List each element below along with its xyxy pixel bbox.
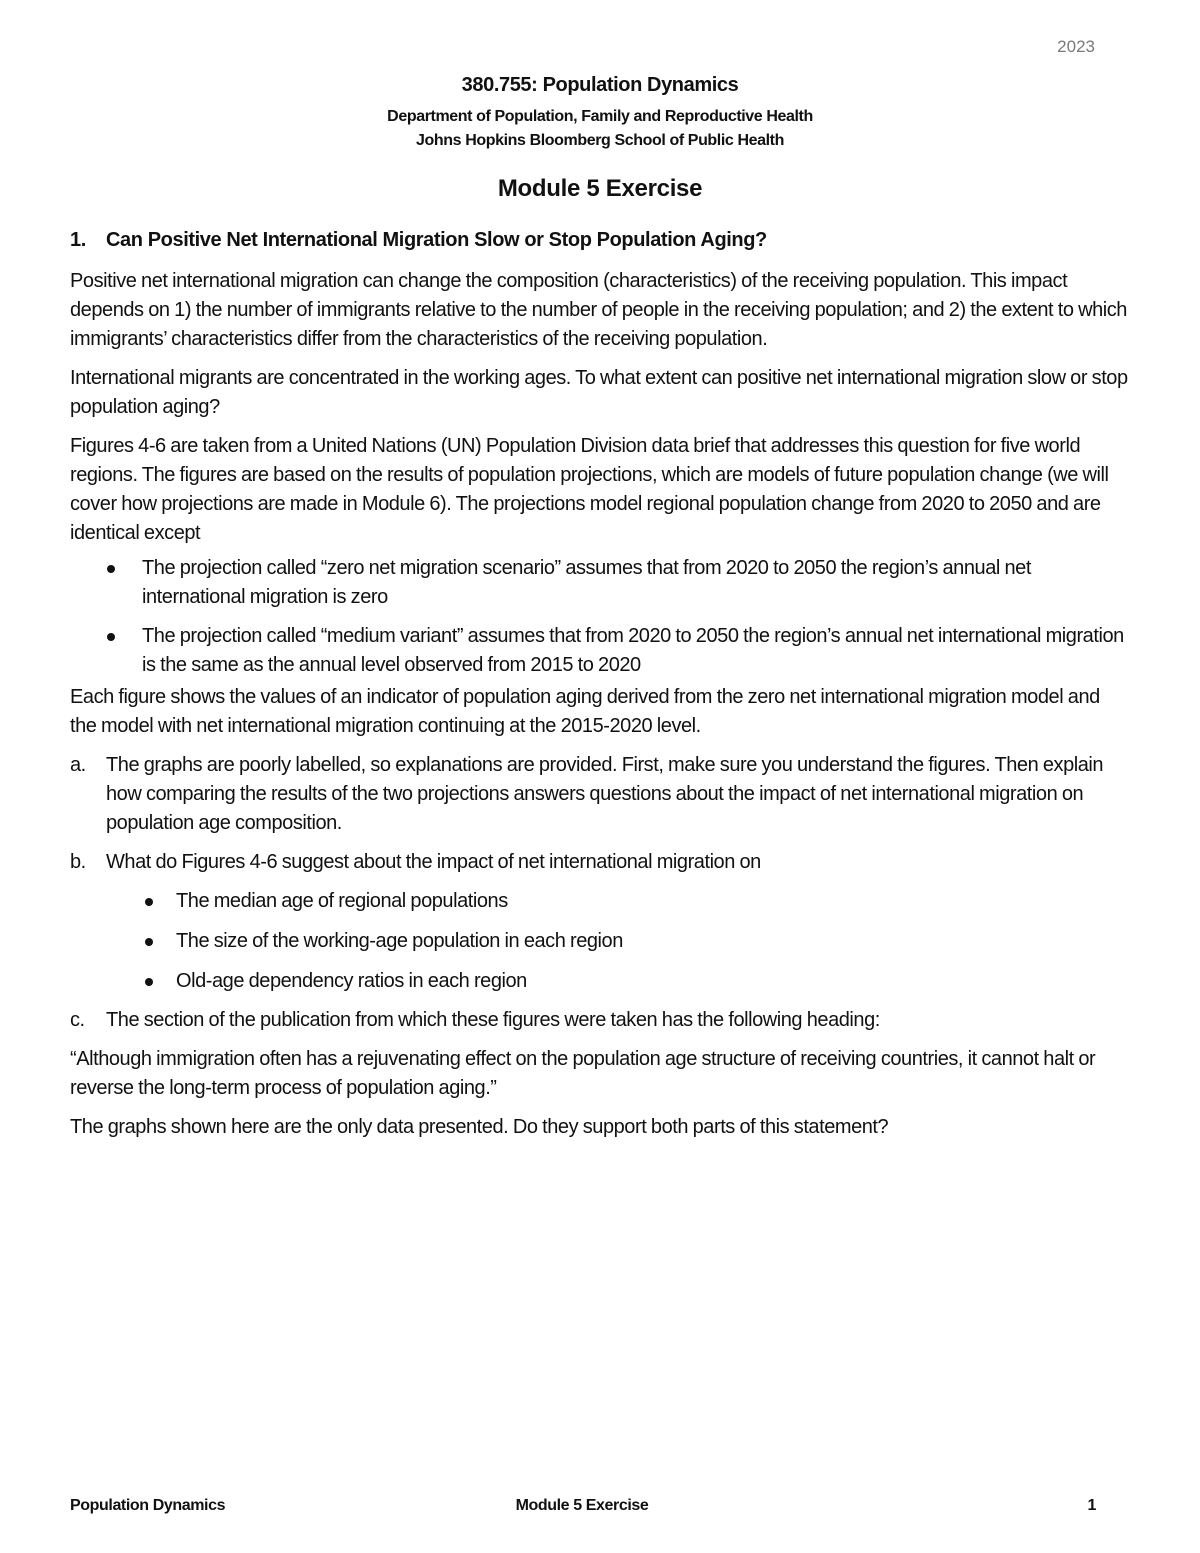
list-item-text: The projection called “zero net migration scenario” assumes that from 2020 to 2050 the region’s annual net international migration is zero [142,557,1031,608]
bullet-icon [145,978,153,986]
question-list [70,751,1130,1142]
scenario-list [70,554,1130,680]
list-item [106,967,1130,996]
bullet-icon [145,898,153,906]
bullet-icon [107,565,115,573]
list-item [70,622,1130,680]
list-item-text: The median age of regional populations [176,890,508,912]
question-text: The graphs are poorly labelled, so explanations are provided. First, make sure you understand the figures. Then explain how comparing the results of the two projections answers questions about the impact of net international migration on population age composition. [106,754,1104,834]
question-letter: b. [70,851,86,873]
module-title: Module 5 Exercise [497,175,703,202]
header-year: 2023 [1057,37,1095,56]
list-item-text: Old-age dependency ratios in each region [176,970,527,992]
school-name: Johns Hopkins Bloomberg School of Public Health [416,132,784,149]
course-title: 380.755: Population Dynamics [461,74,739,96]
question-b-list [106,887,1130,996]
list-item [70,554,1130,612]
paragraph: Positive net international migration can change the composition (characteristics) of the receiving population. This impact depends on 1) the number of immigrants relative to the number of people in the receiving population; and 2) the extent to which immigrants’ characteristics differ from the characteristics of the receiving population. [70,270,1127,350]
paragraph: Figures 4-6 are taken from a United Nations (UN) Population Division data brief that addresses this question for five world regions. The figures are based on the results of population projections, which are models of future population change (we will cover how projections are made in Module 6). The projections model regional population change from 2020 to 2050 and are identical except [70,435,1109,544]
question-c [70,1006,1130,1035]
page-number: 1 [1087,1497,1096,1514]
footer-left: Population Dynamics [70,1497,226,1514]
list-item [106,887,1130,916]
document-body [70,267,1130,1152]
question-a [70,751,1130,838]
paragraph: International migrants are concentrated in the working ages. To what extent can positive net international migration slow or stop population aging? [70,367,1128,418]
list-item-text: The size of the working-age population in each region [176,930,623,952]
department-name: Department of Population, Family and Reproductive Health [387,108,813,125]
block-quote: “Although immigration often has a rejuvenating effect on the population age structure of receiving countries, it cannot halt or reverse the long-term process of population aging.” [70,1048,1096,1099]
section-heading-text: Can Positive Net International Migration Slow or Stop Population Aging? [106,229,767,251]
bullet-icon [107,633,115,641]
question-b [70,848,1130,996]
bullet-icon [145,938,153,946]
section-heading [70,229,767,252]
question-letter: a. [70,754,86,776]
paragraph: Each figure shows the values of an indicator of population aging derived from the zero net international migration model and the model with net international migration continuing at the 2015-2020 level. [70,686,1100,737]
question-text: The section of the publication from which these figures were taken has the following heading: [106,1009,880,1031]
list-item [106,927,1130,956]
question-followup: The graphs shown here are the only data presented. Do they support both parts of this statement? [70,1116,889,1138]
question-text: What do Figures 4-6 suggest about the impact of net international migration on [106,851,761,873]
section-number: 1. [70,229,86,251]
footer-center: Module 5 Exercise [515,1497,649,1514]
list-item-text: The projection called “medium variant” assumes that from 2020 to 2050 the region’s annual net international migration is the same as the annual level observed from 2015 to 2020 [142,625,1124,676]
question-letter: c. [70,1009,85,1031]
